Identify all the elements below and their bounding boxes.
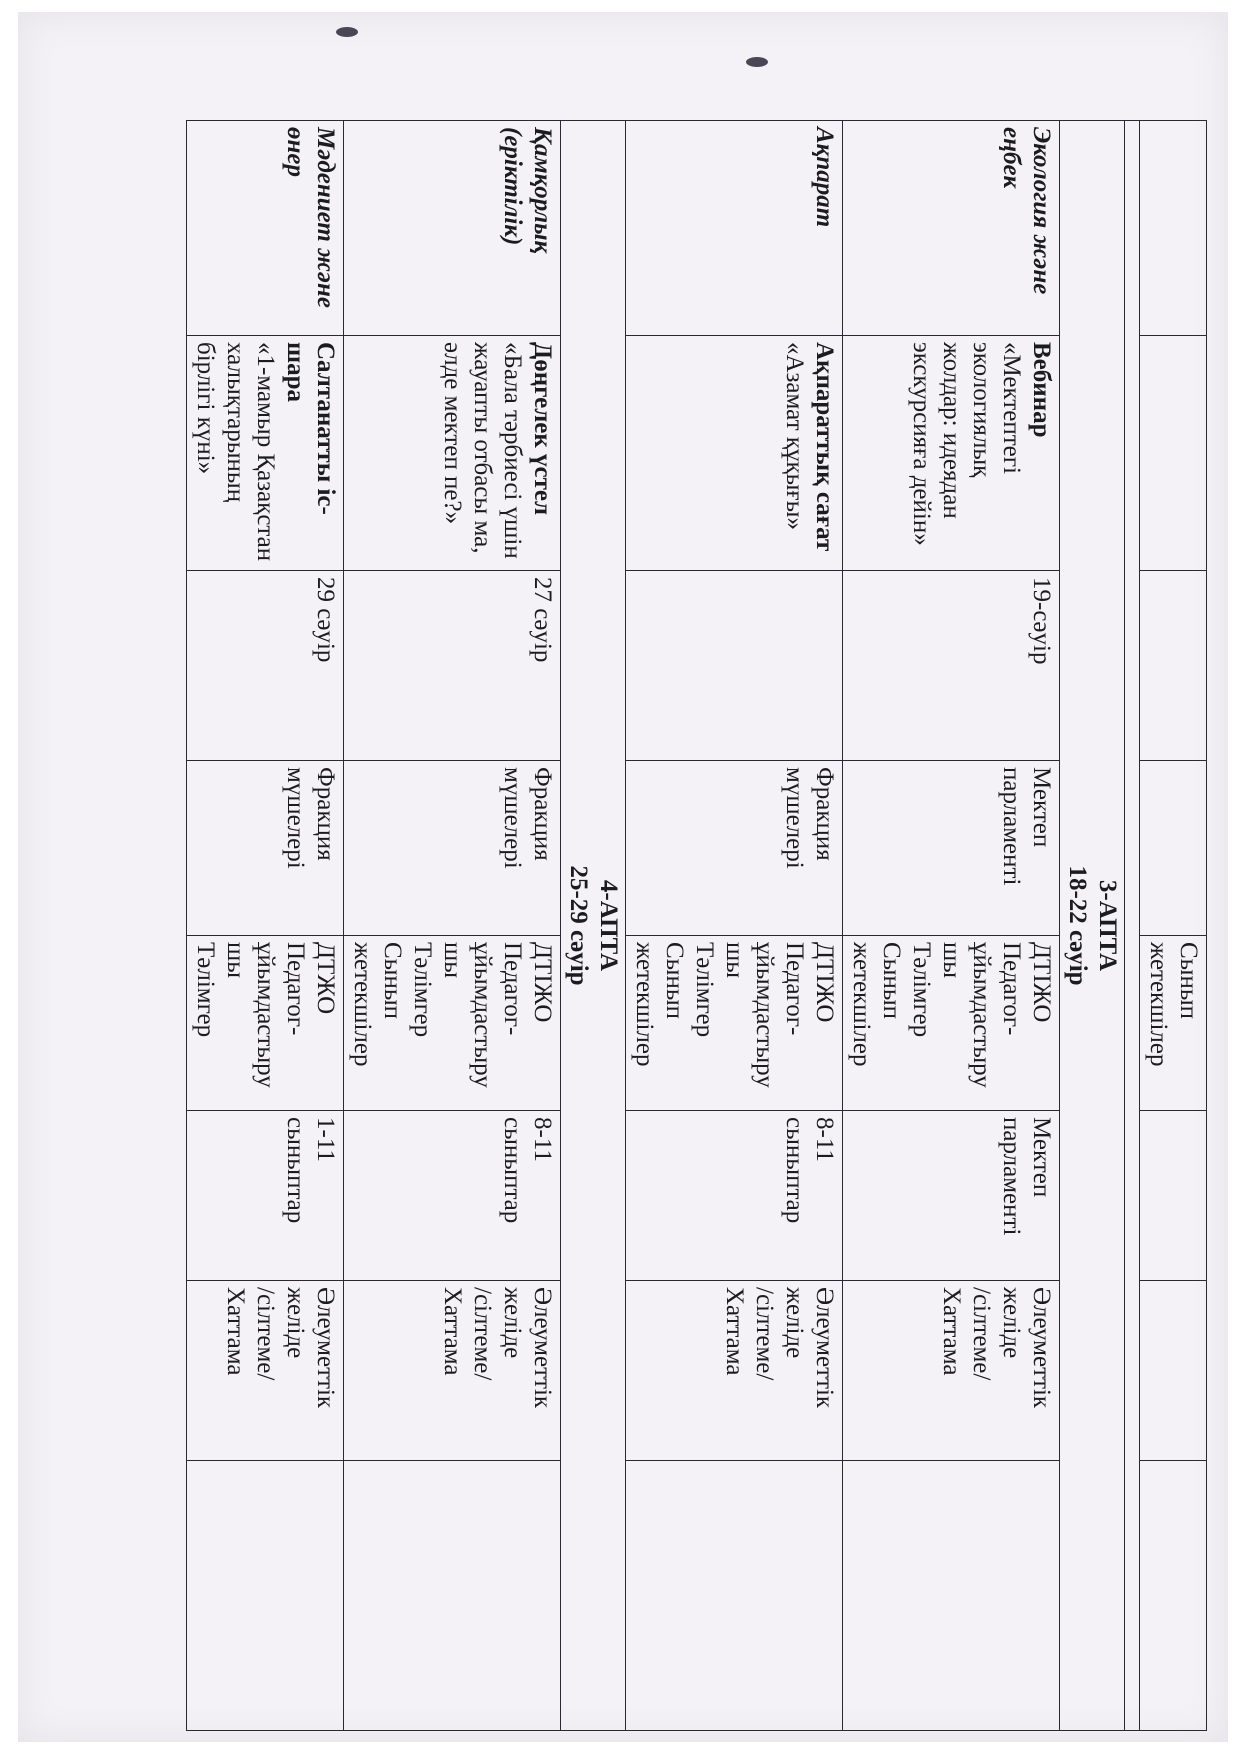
events-table bbox=[186, 120, 1207, 1731]
cell-empty bbox=[1140, 1461, 1207, 1731]
responsible-line: Сынып bbox=[878, 942, 905, 1020]
cell-empty bbox=[1140, 761, 1207, 936]
responsible-line: Сынып bbox=[379, 942, 406, 1020]
responsible-line: Тәлімгер bbox=[691, 942, 718, 1038]
coverage-line: Әлеуметтік bbox=[312, 1287, 339, 1409]
event-name: «Бала тәрбиесі үшін жауапты отбасы ма, әлде мектеп пе?» bbox=[439, 342, 526, 559]
direction-cell: Экология және еңбек bbox=[843, 121, 1060, 336]
table-row-spacer bbox=[1125, 121, 1140, 1731]
event-cell bbox=[843, 336, 1060, 571]
responsible-line: Педагог- bbox=[781, 942, 808, 1036]
event-type: Салтанатты іс-шара bbox=[282, 342, 339, 515]
responsible-line: Педагог- bbox=[998, 942, 1025, 1036]
week-header-4 bbox=[561, 121, 626, 1731]
organizer-cell: Фракция мүшелері bbox=[187, 761, 344, 936]
responsible-line: Тәлімгер bbox=[409, 942, 436, 1038]
cell-empty bbox=[187, 1461, 344, 1731]
event-cell bbox=[187, 336, 344, 571]
responsible-line: шы bbox=[222, 942, 249, 979]
coverage-line: Хаттама bbox=[222, 1287, 249, 1376]
table-row bbox=[626, 121, 843, 1731]
table-row-top bbox=[1140, 121, 1207, 1731]
responsible-line: шы bbox=[721, 942, 748, 979]
direction-cell: Ақпарат bbox=[626, 121, 843, 336]
responsible-line: жетекшілер bbox=[1145, 942, 1172, 1067]
direction-cell: Мәдениет және өнер bbox=[187, 121, 344, 336]
responsible-line: жетекшілер bbox=[631, 942, 658, 1067]
coverage-line: желіде bbox=[998, 1287, 1025, 1359]
date-cell: 19-сәуір bbox=[843, 571, 1060, 761]
participants-cell: Мектеп парламенті bbox=[843, 1111, 1060, 1281]
cell-empty bbox=[1140, 336, 1207, 571]
cell-empty bbox=[626, 1461, 843, 1731]
week-title: 4-АПТА bbox=[595, 879, 622, 972]
responsible-cell bbox=[187, 936, 344, 1111]
coverage-line: Хаттама bbox=[439, 1287, 466, 1376]
event-type: Вебинар bbox=[1028, 342, 1055, 438]
punch-hole bbox=[746, 57, 768, 67]
responsible-line: ДТІЖО bbox=[1028, 942, 1055, 1023]
coverage-line: /сілтеме/ bbox=[968, 1287, 995, 1381]
responsible-line: Тәлімгер bbox=[908, 942, 935, 1038]
responsible-line: жетекшілер bbox=[848, 942, 875, 1067]
cell-empty bbox=[1140, 1111, 1207, 1281]
cell-empty bbox=[1140, 121, 1207, 336]
coverage-line: Әлеуметтік bbox=[529, 1287, 556, 1409]
coverage-line: /сілтеме/ bbox=[751, 1287, 778, 1381]
participants-cell: 8-11 сыныптар bbox=[344, 1111, 561, 1281]
organizer-cell: Мектеп парламенті bbox=[843, 761, 1060, 936]
coverage-cell bbox=[187, 1281, 344, 1461]
coverage-line: желіде bbox=[781, 1287, 808, 1359]
responsible-line: Педагог- bbox=[499, 942, 526, 1036]
coverage-cell bbox=[344, 1281, 561, 1461]
date-cell: 29 сәуір bbox=[187, 571, 344, 761]
cell-empty bbox=[1140, 571, 1207, 761]
cell-empty bbox=[1140, 1281, 1207, 1461]
responsible-line: ДТІЖО bbox=[529, 942, 556, 1023]
cell-empty bbox=[344, 1461, 561, 1731]
week-header-cell bbox=[561, 121, 626, 1731]
date-cell bbox=[626, 571, 843, 761]
responsible-line: Тәлімгер bbox=[192, 942, 219, 1038]
coverage-line: Әлеуметтік bbox=[811, 1287, 838, 1409]
responsible-line: шы bbox=[938, 942, 965, 979]
week-header-cell bbox=[1060, 121, 1125, 1731]
responsible-cell bbox=[1140, 936, 1207, 1111]
event-cell bbox=[626, 336, 843, 571]
responsible-cell bbox=[843, 936, 1060, 1111]
responsible-line: шы bbox=[439, 942, 466, 979]
date-cell: 27 сәуір bbox=[344, 571, 561, 761]
event-name: «Мектептегі экологиялық жолдар: идеядан экскурсияға дейін» bbox=[908, 342, 1025, 546]
event-type: Ақпараттық сағат bbox=[811, 342, 838, 552]
responsible-line: Сынып bbox=[1175, 942, 1202, 1020]
event-name: «1-мамыр Қазақстан халықтарының бірлігі күні» bbox=[192, 342, 279, 562]
punch-hole bbox=[336, 27, 358, 37]
coverage-line: желіде bbox=[282, 1287, 309, 1359]
event-name: «Азамат құқығы» bbox=[781, 342, 808, 530]
coverage-line: Хаттама bbox=[938, 1287, 965, 1376]
coverage-line: /сілтеме/ bbox=[469, 1287, 496, 1381]
rotated-plan-table bbox=[87, 120, 1207, 1730]
organizer-cell: Фракция мүшелері bbox=[344, 761, 561, 936]
responsible-line: ұйымдастыру bbox=[751, 942, 778, 1088]
responsible-line: ұйымдастыру bbox=[968, 942, 995, 1088]
cell-empty bbox=[1125, 121, 1140, 1731]
participants-cell: 1-11 сыныптар bbox=[187, 1111, 344, 1281]
week-title: 3-АПТА bbox=[1094, 879, 1121, 972]
responsible-line: жетекшілер bbox=[349, 942, 376, 1067]
coverage-line: /сілтеме/ bbox=[252, 1287, 279, 1381]
responsible-line: Сынып bbox=[661, 942, 688, 1020]
coverage-cell bbox=[626, 1281, 843, 1461]
week-dates: 25-29 сәуір bbox=[565, 865, 592, 986]
cell-empty bbox=[843, 1461, 1060, 1731]
table-row bbox=[843, 121, 1060, 1731]
coverage-line: Хаттама bbox=[721, 1287, 748, 1376]
coverage-line: желіде bbox=[499, 1287, 526, 1359]
direction-cell: Қамқорлық (еріктілік) bbox=[344, 121, 561, 336]
responsible-line: ДТЖО bbox=[312, 942, 339, 1015]
table-row bbox=[187, 121, 344, 1731]
event-cell bbox=[344, 336, 561, 571]
responsible-line: ұйымдастыру bbox=[469, 942, 496, 1088]
responsible-line: ДТІЖО bbox=[811, 942, 838, 1023]
participants-cell: 8-11 сыныптар bbox=[626, 1111, 843, 1281]
responsible-line: Педагог- bbox=[282, 942, 309, 1036]
coverage-cell bbox=[843, 1281, 1060, 1461]
week-header-3 bbox=[1060, 121, 1125, 1731]
responsible-line: ұйымдастыру bbox=[252, 942, 279, 1088]
responsible-cell bbox=[344, 936, 561, 1111]
event-type: Дөңгелек үстел bbox=[529, 342, 556, 515]
coverage-line: Әлеуметтік bbox=[1028, 1287, 1055, 1409]
table-row bbox=[344, 121, 561, 1731]
week-dates: 18-22 сәуір bbox=[1064, 865, 1091, 986]
responsible-cell bbox=[626, 936, 843, 1111]
organizer-cell: Фракция мүшелері bbox=[626, 761, 843, 936]
